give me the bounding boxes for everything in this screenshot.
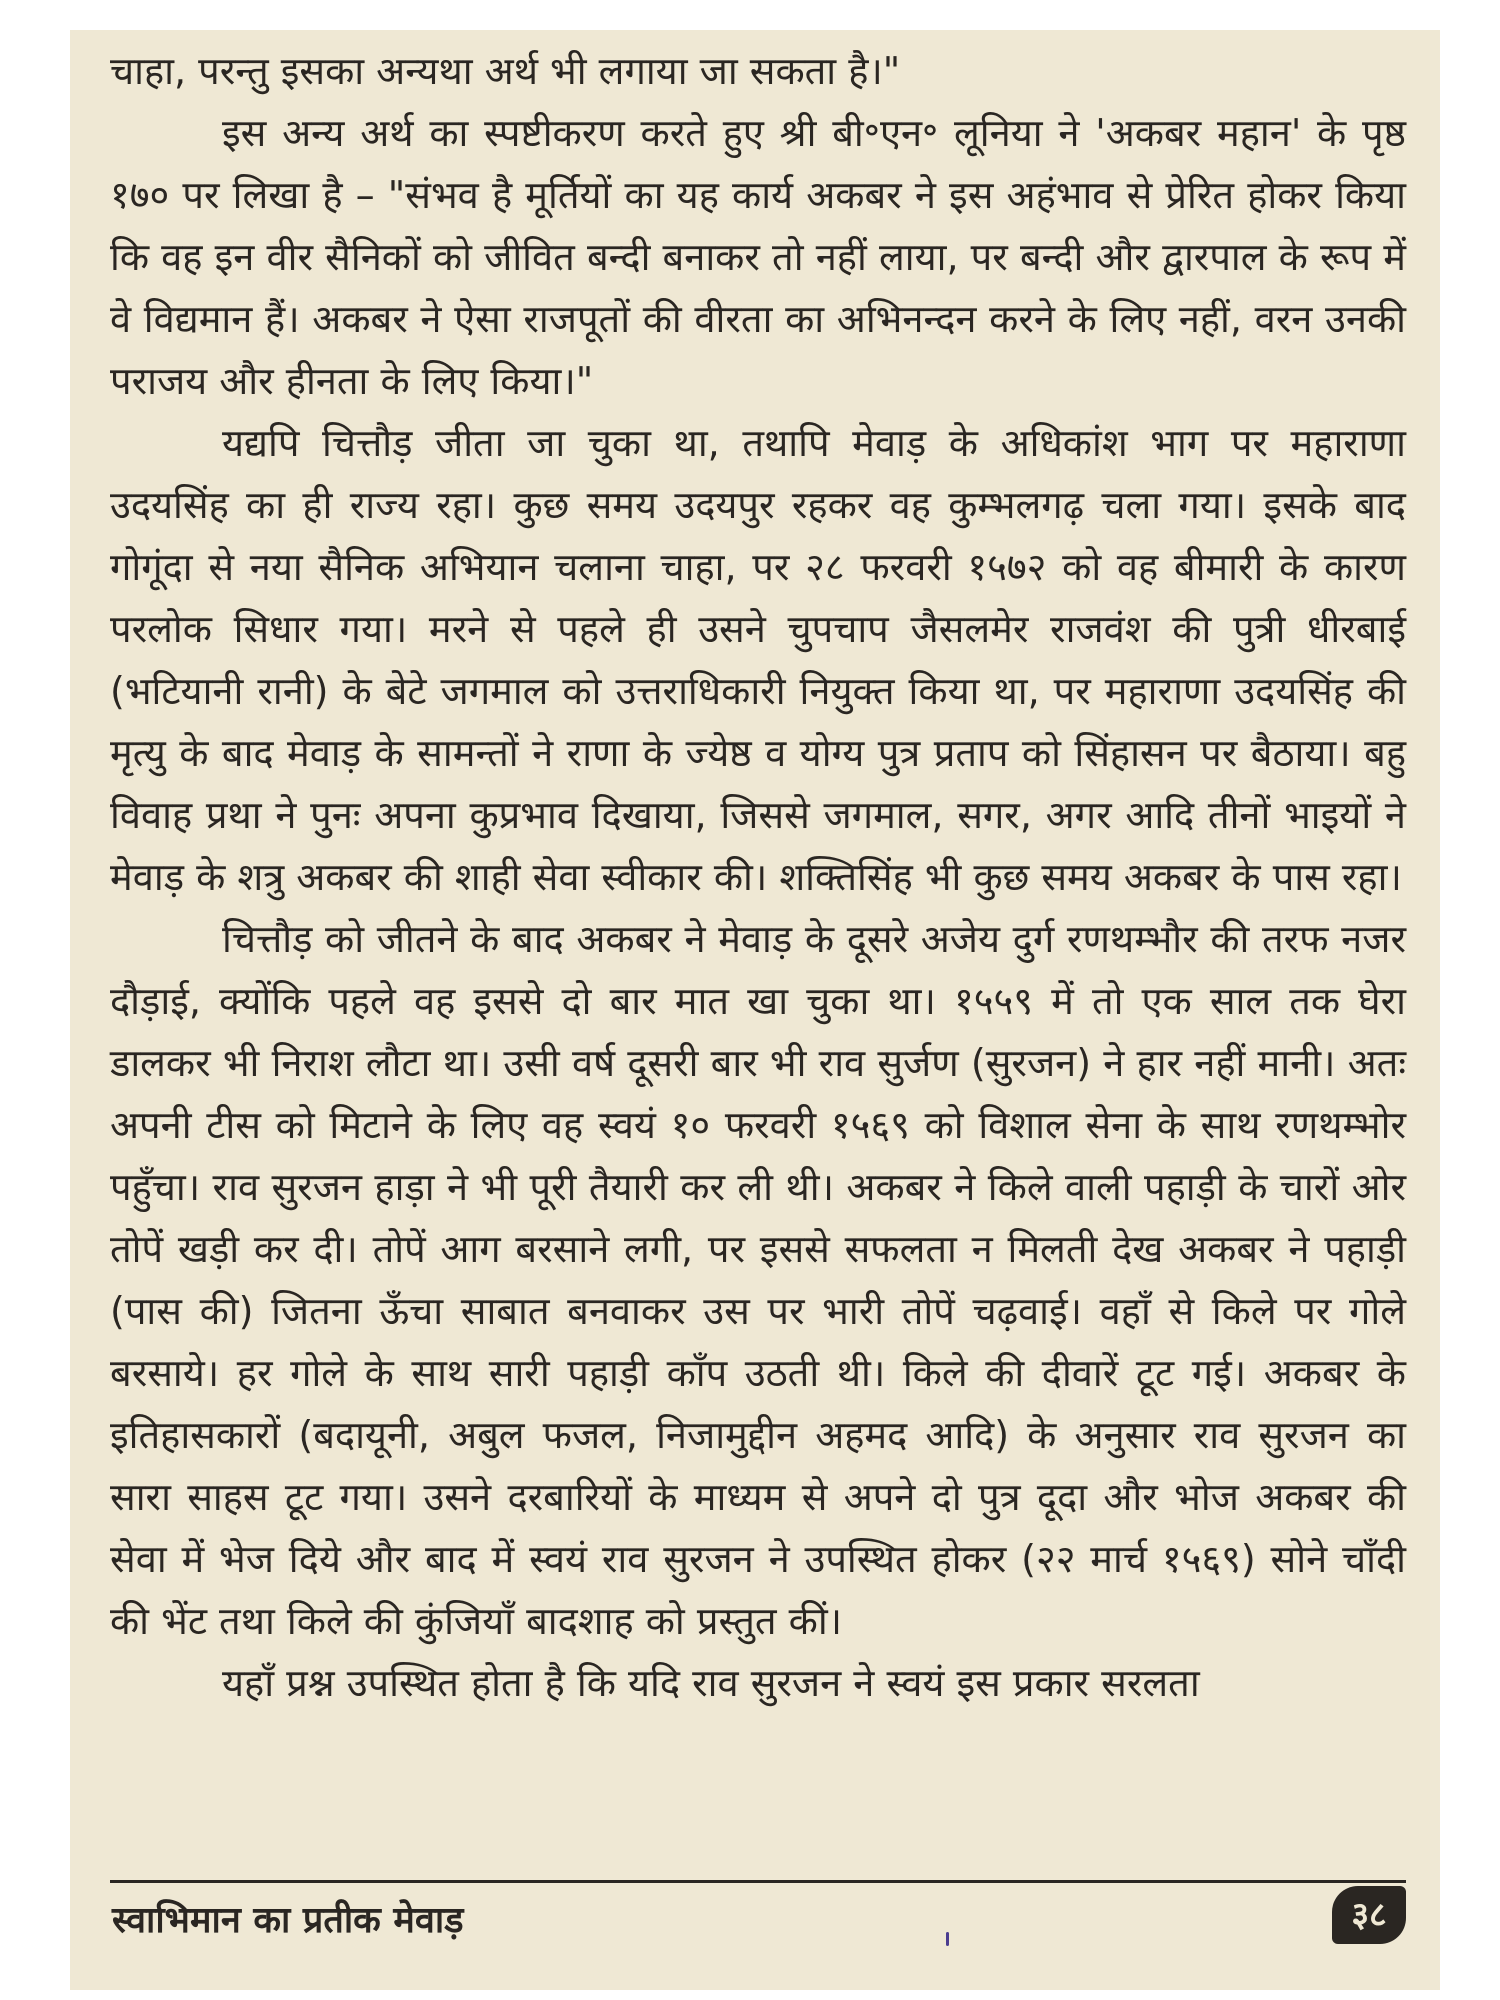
ink-mark [946, 1932, 949, 1946]
paragraph-question: यहाँ प्रश्न उपस्थित होता है कि यदि राव सुरजन ने स्वयं इस प्रकार सरलता [222, 1661, 1200, 1705]
paragraph-lunia-quote: इस अन्य अर्थ का स्पष्टीकरण करते हुए श्री बी॰एन॰ लूनिया ने 'अकबर महान' के पृष्ठ १७० पर लिखा है – "संभव है मूर्तियों का यह कार्य अकबर ने इस अहंभाव से प्रेरित होकर किया कि वह इन वीर सैनिकों को जीवित बन्दी बनाकर तो नहीं लाया, पर बन्दी और द्वारपाल के रूप में वे विद्यमान हैं। अकबर ने ऐसा राजपूतों की वीरता का अभिनन्दन करने के लिए नहीं, वरन उनकी पराजय और हीनता के लिए किया।" [110, 111, 1406, 403]
footer-divider [110, 1880, 1406, 1883]
body-text [110, 40, 1406, 1714]
book-page [70, 30, 1440, 1990]
page-number-badge: ३८ [1332, 1886, 1406, 1944]
paragraph-ranthambhore: चित्तौड़ को जीतने के बाद अकबर ने मेवाड़ के दूसरे अजेय दुर्ग रणथम्भौर की तरफ नजर दौड़ाई, क्योंकि पहले वह इससे दो बार मात खा चुका था। १५५९ में तो एक साल तक घेरा डालकर भी निराश लौटा था। उसी वर्ष दूसरी बार भी राव सुर्जण (सुरजन) ने हार नहीं मानी। अतः अपनी टीस को मिटाने के लिए वह स्वयं १० फरवरी १५६९ को विशाल सेना के साथ रणथम्भोर पहुँचा। राव सुरजन हाड़ा ने भी पूरी तैयारी कर ली थी। अकबर ने किले वाली पहाड़ी के चारों ओर तोपें खड़ी कर दी। तोपें आग बरसाने लगी, पर इससे सफलता न मिलती देख अकबर ने पहाड़ी (पास की) जितना ऊँचा साबात बनवाकर उस पर भारी तोपें चढ़वाई। वहाँ से किले पर गोले बरसाये। हर गोले के साथ सारी पहाड़ी काँप उठती थी। किले की दीवारें टूट गई। अकबर के इतिहासकारों (बदायूनी, अबुल फजल, निजामुद्दीन अहमद आदि) के अनुसार राव सुरजन का सारा साहस टूट गया। उसने दरबारियों के माध्यम से अपने दो पुत्र दूदा और भोज अकबर की सेवा में भेज दिये और बाद में स्वयं राव सुरजन ने उपस्थित होकर (२२ मार्च १५६९) सोने चाँदी की भेंट तथा किले की कुंजियाँ बादशाह को प्रस्तुत कीं। [110, 917, 1406, 1643]
paragraph-udaysingh: यद्यपि चित्तौड़ जीता जा चुका था, तथापि मेवाड़ के अधिकांश भाग पर महाराणा उदयसिंह का ही राज्य रहा। कुछ समय उदयपुर रहकर वह कुम्भलगढ़ चला गया। इसके बाद गोगूंदा से नया सैनिक अभियान चलाना चाहा, पर २८ फरवरी १५७२ को वह बीमारी के कारण परलोक सिधार गया। मरने से पहले ही उसने चुपचाप जैसलमेर राजवंश की पुत्री धीरबाई (भटियानी रानी) के बेटे जगमाल को उत्तराधिकारी नियुक्त किया था, पर महाराणा उदयसिंह की मृत्यु के बाद मेवाड़ के सामन्तों ने राणा के ज्येष्ठ व योग्य पुत्र प्रताप को सिंहासन पर बैठाया। बहु विवाह प्रथा ने पुनः अपना कुप्रभाव दिखाया, जिससे जगमाल, सगर, अगर आदि तीनों भाइयों ने मेवाड़ के शत्रु अकबर की शाही सेवा स्वीकार की। शक्तिसिंह भी कुछ समय अकबर के पास रहा। [110, 421, 1406, 899]
running-footer-title: स्वाभिमान का प्रतीक मेवाड़ [112, 1900, 464, 1941]
paragraph-continuation: चाहा, परन्तु इसका अन्यथा अर्थ भी लगाया जा सकता है।" [110, 49, 901, 93]
